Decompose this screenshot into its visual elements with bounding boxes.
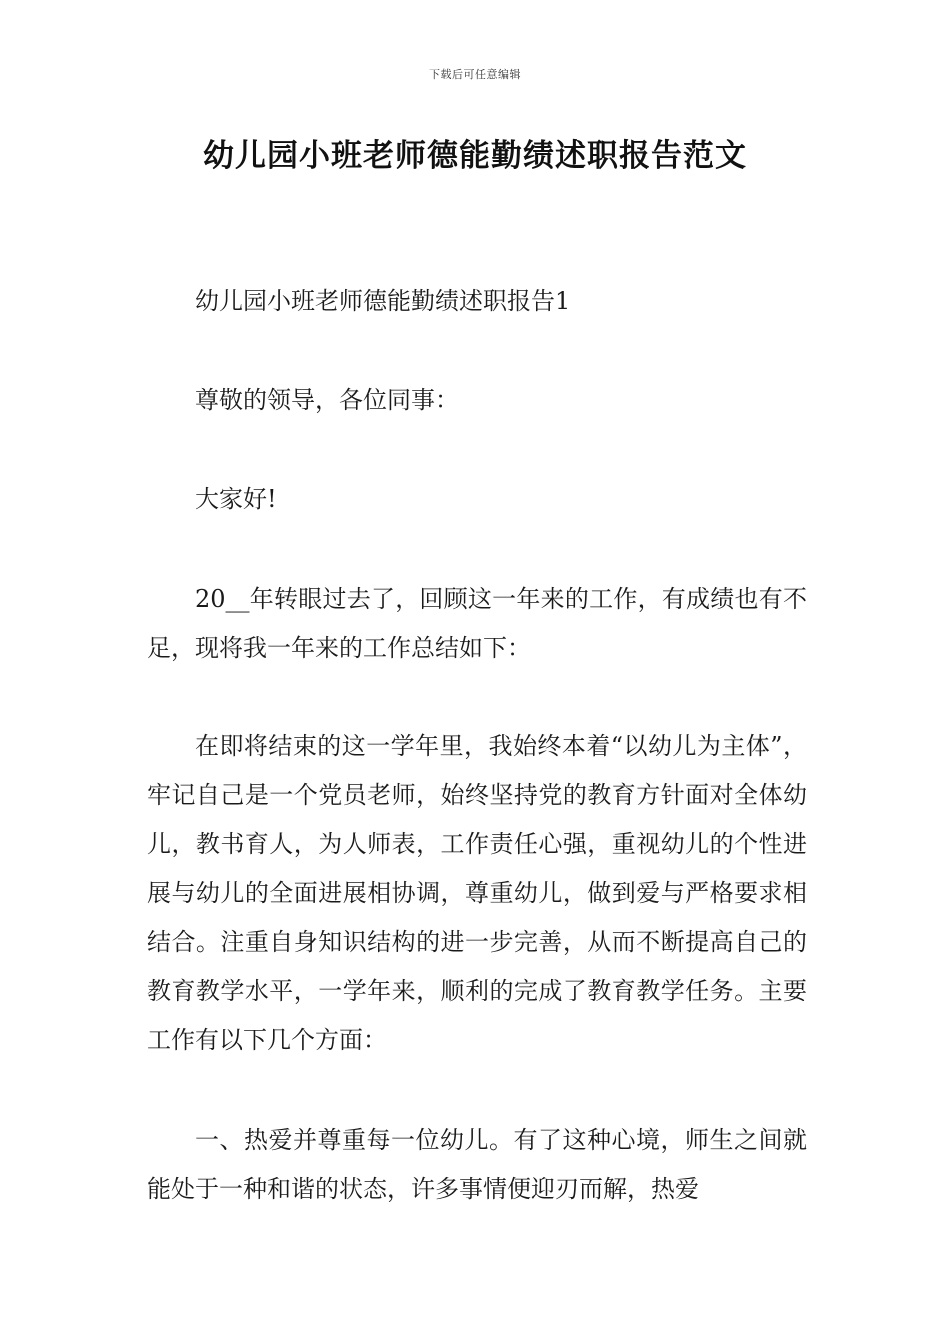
- document-title: 幼儿园小班老师德能勤绩述职报告范文: [203, 138, 747, 174]
- point-one-paragraph: 一、热爱并尊重每一位幼儿。有了这种心境，师生之间就能处于一种和谐的状态，许多事情便迎刃而解，热爱: [147, 1126, 807, 1203]
- intro-paragraph: 20__年转眼过去了，回顾这一年来的工作，有成绩也有不足，现将我一年来的工作总结如下：: [147, 585, 807, 662]
- main-paragraph: 在即将结束的这一学年里，我始终本着“以幼儿为主体”，牢记自己是一个党员老师，始终坚持党的教育方针面对全体幼儿，教书育人，为人师表，工作责任心强，重视幼儿的个性进展与幼儿的全面进展相协调，尊重幼儿，做到爱与严格要求相结合。注重自身知识结构的进一步完善，从而不断提高自己的教育教学水平，一学年来，顺利的完成了教育教学任务。主要工作有以下几个方面：: [147, 732, 807, 1054]
- header-note: 下载后可任意编辑: [429, 68, 521, 81]
- report-subtitle: 幼儿园小班老师德能勤绩述职报告1: [195, 287, 571, 315]
- greeting-paragraph: 尊敬的领导，各位同事：: [195, 386, 459, 414]
- hello-paragraph: 大家好!: [195, 485, 277, 513]
